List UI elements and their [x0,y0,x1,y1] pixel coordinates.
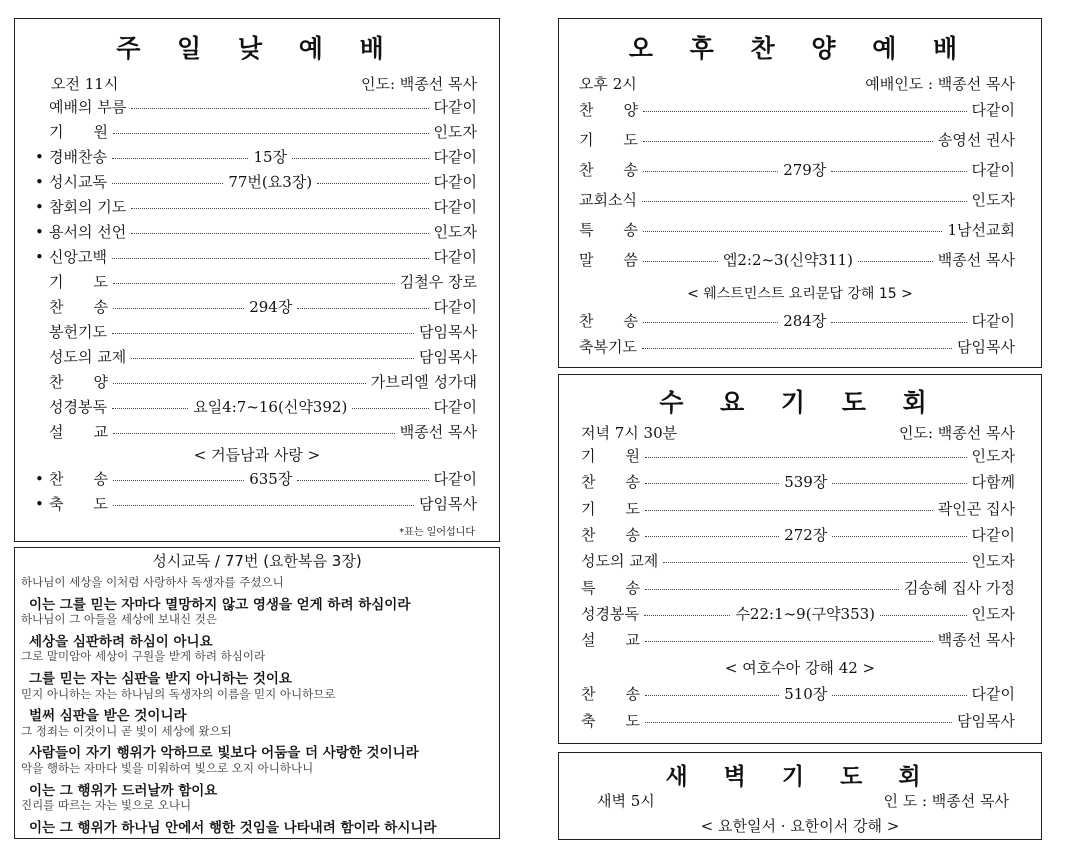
order-detail: 15장 [253,148,288,166]
order-assignee: 송영선 권사 [937,131,1015,149]
order-assignee: 백종선 목사 [937,631,1015,650]
leader-dots [352,408,428,409]
order-label: 찬 송 [581,473,640,492]
leader-dots [643,171,778,172]
order-label: 성경봉독 [49,398,107,416]
leader-dots [645,457,967,458]
order-label: 예배의 부름 [49,98,127,116]
order-assignee: 담임목사 [419,323,477,341]
order-assignee: 다같이 [433,198,477,216]
leader-dots [113,480,244,481]
order-row [15,171,499,192]
order-label: 찬 송 [579,312,638,330]
congregation-line: 이는 그를 믿는 자마다 멸망하지 않고 영생을 얻게 하려 하심이라 [29,596,411,613]
sunday-sermon-title: < 거듭남과 사랑 > [193,446,321,464]
leader-dots [858,261,933,262]
order-assignee: 다같이 [971,161,1015,179]
order-label: 찬 송 [49,470,108,488]
leader-line: 진리를 따르는 자는 빛으로 오나니 [21,798,192,813]
order-label: 신앙고백 [49,248,107,266]
order-label: 찬 양 [579,101,638,119]
congregation-line: 그를 믿는 자는 심판을 받지 아니하는 것이요 [29,671,292,687]
order-label: 특 송 [581,578,640,597]
leader-dots [113,283,395,284]
order-assignee: 인도자 [971,191,1015,209]
order-row [559,159,1041,180]
dawn-time: 새벽 5시 [597,792,655,810]
leader-dots [645,589,899,590]
congregation-line: 벌써 심판을 받은 것이니라 [29,708,187,725]
order-assignee: 다같이 [433,98,477,116]
order-detail: 수22:1~9(구약353) [735,604,876,623]
sunday-service-title: 주 일 낮 예 배 [116,34,398,63]
leader-dots [645,536,779,537]
order-row [559,577,1041,598]
order-row [559,710,1041,731]
order-label: 특 송 [579,221,638,239]
order-label: 찬 송 [581,685,640,703]
leader-dots [645,510,933,511]
order-label: 기 원 [49,123,108,141]
wednesday-header [559,422,1041,443]
order-assignee: 다같이 [433,398,478,416]
order-label: 축복기도 [579,338,637,356]
order-row [559,550,1041,571]
order-row [15,271,499,292]
leader-dots [317,183,428,184]
order-row [559,249,1041,270]
leader-dots [112,158,248,159]
order-row [559,99,1041,120]
order-assignee: 다같이 [433,148,477,166]
congregation-line: 사람들이 자기 행위가 악하므로 빛보다 어둠을 더 사랑한 것이니라 [29,745,419,762]
order-assignee: 1남선교회 [947,221,1015,239]
order-row [15,346,499,367]
sunday-leader: 인도: 백종선 목사 [360,75,477,93]
order-assignee: 다같이 [971,525,1015,544]
leader-dots [643,141,933,142]
order-assignee: 인도자 [971,447,1015,465]
standing-mark: • [35,197,44,216]
order-label: 말 씀 [579,251,638,269]
standing-mark: • [35,247,44,266]
order-label: 용서의 선언 [49,223,127,241]
leader-dots [645,641,933,642]
order-row [559,498,1041,519]
order-assignee: 다같이 [433,248,477,266]
order-label: 축 도 [581,712,640,730]
standing-note: *표는 일어섭니다 [399,527,475,538]
standing-mark: • [35,222,44,241]
standing-mark: • [35,147,44,166]
afternoon-header [559,73,1041,94]
order-label: 기 도 [581,499,640,518]
order-row [15,421,499,442]
leader-dots [880,615,966,616]
responsive-reading-panel [14,547,500,839]
dawn-header [559,790,1041,811]
order-assignee: 담임목사 [957,712,1015,730]
order-row [559,336,1041,357]
leader-line: 그 정죄는 이것이니 곧 빛이 세상에 왔으되 [21,723,232,738]
order-assignee: 다같이 [433,470,477,488]
order-label: 기 도 [49,273,108,291]
order-label: 축 도 [49,495,108,513]
order-row [15,221,499,242]
leader-dots [642,348,952,349]
order-row [559,603,1041,624]
leader-dots [663,562,966,563]
afternoon-service-title: 오 후 찬 양 예 배 [628,34,972,63]
leader-dots [113,308,244,309]
order-detail: 279장 [783,161,827,179]
order-assignee: 인도자 [971,604,1015,623]
leader-dots [645,722,952,723]
order-row [15,196,499,217]
order-label: 기 도 [579,131,638,149]
order-assignee: 가브리엘 성가대 [370,373,477,391]
leader-dots [113,505,414,506]
leader-dots [643,111,967,112]
leader-dots [642,201,967,202]
leader-dots [112,333,414,334]
leader-dots [831,322,966,323]
order-assignee: 다같이 [433,173,478,191]
sunday-service-panel [14,18,500,542]
leader-dots [112,183,223,184]
leader-dots [131,233,428,234]
order-assignee: 김철우 장로 [399,273,477,291]
order-row [15,296,499,317]
congregation-line: 세상을 심판하려 하심이 아니요 [29,633,213,650]
order-detail: 539장 [784,473,828,492]
order-assignee: 인도자 [433,223,477,241]
leader-dots [832,483,966,484]
order-label: 설 교 [49,423,108,441]
order-assignee: 다같이 [971,312,1015,330]
order-detail: 77번(요3장) [228,173,313,191]
order-label: 찬 송 [581,525,640,544]
leader-dots [113,383,366,384]
order-row [559,310,1041,331]
leader-dots [131,108,428,109]
standing-mark: • [35,469,44,488]
order-row [559,189,1041,210]
order-assignee: 담임목사 [957,338,1015,356]
leader-line: 악을 행하는 자마다 빛을 미워하여 빛으로 오지 아니하나니 [21,761,314,775]
order-assignee: 백종선 목사 [399,423,477,441]
order-row [559,471,1041,492]
order-assignee: 백종선 목사 [937,251,1016,269]
leader-dots [643,261,718,262]
leader-dots [297,480,428,481]
order-row [15,96,499,117]
order-row [15,321,499,342]
order-label: 찬 송 [49,298,108,316]
leader-dots [297,308,428,309]
order-assignee: 담임목사 [419,495,477,513]
order-detail: 635장 [249,470,293,488]
leader-line: 하나님이 그 아들을 세상에 보내신 것은 [21,612,218,627]
order-assignee: 담임목사 [419,348,477,366]
leader-dots [644,615,730,616]
dawn-prayer-panel [558,752,1042,840]
leader-dots [131,358,414,359]
leader-dots [645,695,779,696]
order-assignee: 곽인곤 집사 [937,499,1015,518]
leader-dots [643,322,778,323]
order-label: 봉헌기도 [49,323,107,341]
order-label: 성도의 교제 [581,552,659,571]
leader-dots [292,158,428,159]
order-assignee: 김송혜 집사 가정 [904,578,1015,597]
order-label: 찬 송 [579,161,638,179]
afternoon-leader: 예배인도 : 백종선 목사 [865,75,1015,93]
wednesday-time: 저녁 7시 30분 [581,424,678,442]
leader-dots [113,433,395,434]
sunday-time: 오전 11시 [51,75,119,93]
congregation-line: 이는 그 행위가 하나님 안에서 행한 것임을 나타내려 함이라 하시니라 [29,819,437,836]
order-row [15,146,499,167]
order-row [559,629,1041,650]
leader-dots [131,208,428,209]
order-row [559,219,1041,240]
wednesday-sermon-title: < 여호수아 강해 42 > [724,659,876,677]
congregation-line: 이는 그 행위가 드러날까 함이요 [29,782,218,799]
leader-dots [832,695,966,696]
order-assignee: 다함께 [971,473,1015,492]
afternoon-service-panel [558,18,1042,368]
order-label: 성경봉독 [581,604,639,623]
leader-line: 그로 말미암아 세상이 구원을 받게 하려 하심이라 [21,649,266,664]
afternoon-sermon-title: < 웨스트민스트 요리문답 강해 15 > [687,286,913,302]
order-row [559,683,1041,704]
leader-line: 믿지 아니하는 자는 하나님의 독생자의 이름을 믿지 아니하므로 [21,686,336,701]
wednesday-prayer-panel [558,374,1042,744]
order-detail: 284장 [783,312,827,330]
order-assignee: 다같이 [971,685,1015,703]
order-row [15,121,499,142]
order-row [15,493,499,514]
order-row [559,129,1041,150]
dawn-sermon-title: < 요한일서 · 요한이서 강해 > [700,817,900,835]
dawn-leader: 인 도 : 백종선 목사 [883,792,1009,810]
order-label: 경배찬송 [49,148,107,166]
leader-dots [112,258,429,259]
order-assignee: 인도자 [433,123,477,141]
order-detail: 294장 [249,298,293,316]
leader-line: 하나님이 세상을 이처럼 사랑하사 독생자를 주셨으니 [21,575,284,589]
order-row [15,468,499,489]
order-row [15,371,499,392]
leader-dots [645,483,779,484]
leader-dots [113,133,429,134]
leader-dots [832,536,966,537]
order-detail: 272장 [784,525,828,544]
order-row [15,396,499,417]
order-label: 참회의 기도 [49,198,127,216]
standing-mark: • [35,494,44,513]
leader-dots [112,408,188,409]
order-label: 성도의 교제 [49,348,127,366]
dawn-prayer-title: 새 벽 기 도 회 [665,764,935,790]
order-assignee: 인도자 [971,552,1015,571]
order-label: 성시교독 [49,173,107,191]
order-label: 찬 양 [49,373,108,391]
order-detail: 엡2:2~3(신약311) [722,251,853,269]
order-detail: 요일4:7~16(신약392) [193,398,348,416]
wednesday-prayer-title: 수 요 기 도 회 [659,388,941,417]
afternoon-time: 오후 2시 [579,75,637,93]
order-assignee: 다같이 [433,298,477,316]
standing-mark: • [35,172,44,191]
order-detail: 510장 [784,685,828,703]
leader-dots [643,231,943,232]
leader-dots [831,171,966,172]
order-row [15,246,499,267]
responsive-reading-title: 성시교독 / 77번 (요한복음 3장) [152,552,362,570]
order-label: 기 원 [581,447,640,465]
order-row [559,445,1041,466]
order-label: 설 교 [581,631,640,650]
order-row [559,524,1041,545]
order-assignee: 다같이 [971,101,1015,119]
wednesday-leader: 인도: 백종선 목사 [898,424,1015,442]
sunday-header [15,73,499,94]
order-label: 교회소식 [579,191,637,209]
